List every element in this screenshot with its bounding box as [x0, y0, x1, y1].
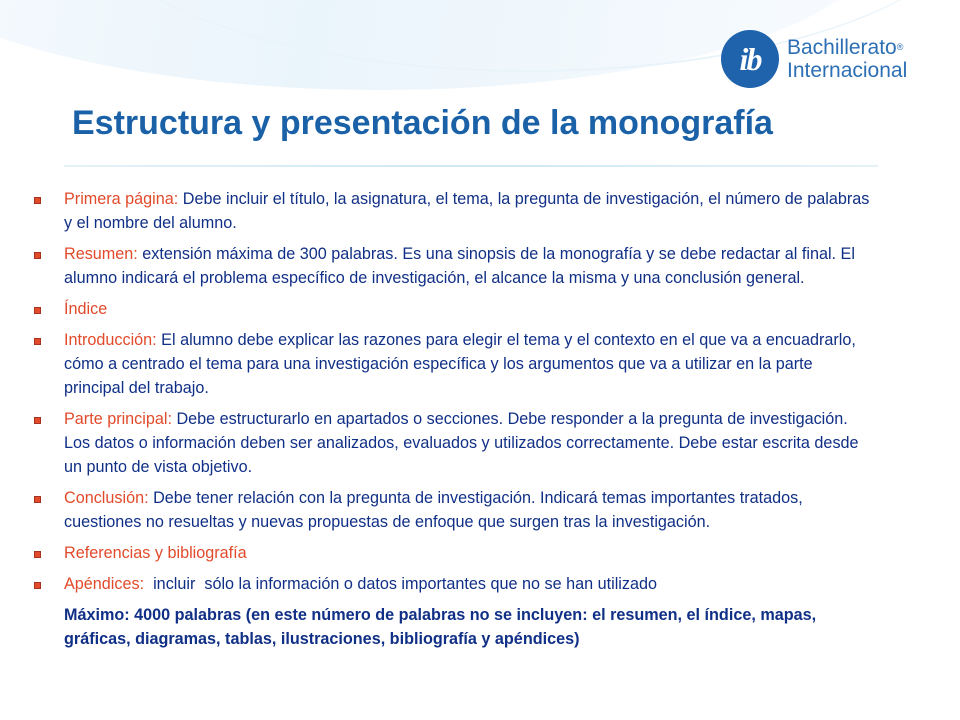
slide-title: Estructura y presentación de la monografía: [72, 104, 773, 142]
ib-logo: [721, 30, 907, 88]
registered-mark: ®: [896, 42, 904, 52]
item-text: Debe tener relación con la pregunta de investigación. Indicará temas importantes tratados, cuestiones no resueltas y nuevas propuestas de enfoque que surgen tras la investigación.: [64, 489, 803, 531]
item-label: Resumen:: [64, 245, 138, 263]
square-bullet-icon: [34, 496, 41, 503]
item-text: extensión máxima de 300 palabras. Es una sinopsis de la monografía y se debe redactar al final. El alumno indicará el problema específico de investigación, el alcance la misma y una conclusión general.: [64, 245, 855, 287]
bullet-item-resumen: [34, 242, 874, 290]
square-bullet-icon: [34, 417, 41, 424]
word-limit-note: Máximo: 4000 palabras (en este número de palabras no se incluyen: el resumen, el índice, mapas, gráficas, diagramas, tablas, ilustraciones, bibliografía y apéndices): [64, 606, 817, 648]
logo-line-1: Bachillerato: [787, 36, 897, 59]
bullet-item-conclusion: [34, 486, 874, 534]
item-label: Índice: [64, 300, 108, 318]
item-label: Referencias y bibliografía: [64, 544, 247, 562]
item-text: incluir sólo la información o datos importantes que no se han utilizado: [144, 575, 657, 593]
item-text: El alumno debe explicar las razones para elegir el tema y el contexto en el que va a encuadrarlo, cómo a centrado el tema para una investigación específica y los argumentos que va a utilizar en la parte principal del trabajo.: [64, 331, 856, 397]
ib-logo-text: [787, 36, 907, 82]
square-bullet-icon: [34, 252, 41, 259]
item-label: Apéndices:: [64, 575, 145, 593]
bullet-item-parte-principal: [34, 407, 874, 479]
item-text: Debe estructurarlo en apartados o secciones. Debe responder a la pregunta de investigación. Los datos o información deben ser analizados, evaluados y utilizados correctamente. Debe estar escrita desde un punto de vista objetivo.: [64, 410, 859, 476]
bullet-item-apendices: [34, 572, 874, 596]
item-label: Parte principal:: [64, 410, 172, 428]
square-bullet-icon: [34, 307, 41, 314]
square-bullet-icon: [34, 551, 41, 558]
title-divider: [64, 165, 878, 167]
item-label: Primera página:: [64, 190, 179, 208]
square-bullet-icon: [34, 197, 41, 204]
square-bullet-icon: [34, 582, 41, 589]
logo-line-2: Internacional: [787, 59, 908, 82]
item-label: Conclusión:: [64, 489, 149, 507]
ib-logo-mark: [721, 30, 779, 88]
item-text: Debe incluir el título, la asignatura, el tema, la pregunta de investigación, el número de palabras y el nombre del alumno.: [64, 190, 870, 232]
item-label: Introducción:: [64, 331, 157, 349]
square-bullet-icon: [34, 338, 41, 345]
bullet-item-referencias: [34, 541, 874, 565]
bullet-item-indice: [34, 297, 874, 321]
bullet-list: [34, 187, 874, 651]
bullet-item-introduccion: [34, 328, 874, 400]
ib-logo-letters: ib: [739, 40, 761, 77]
bullet-item-primera-pagina: [34, 187, 874, 235]
